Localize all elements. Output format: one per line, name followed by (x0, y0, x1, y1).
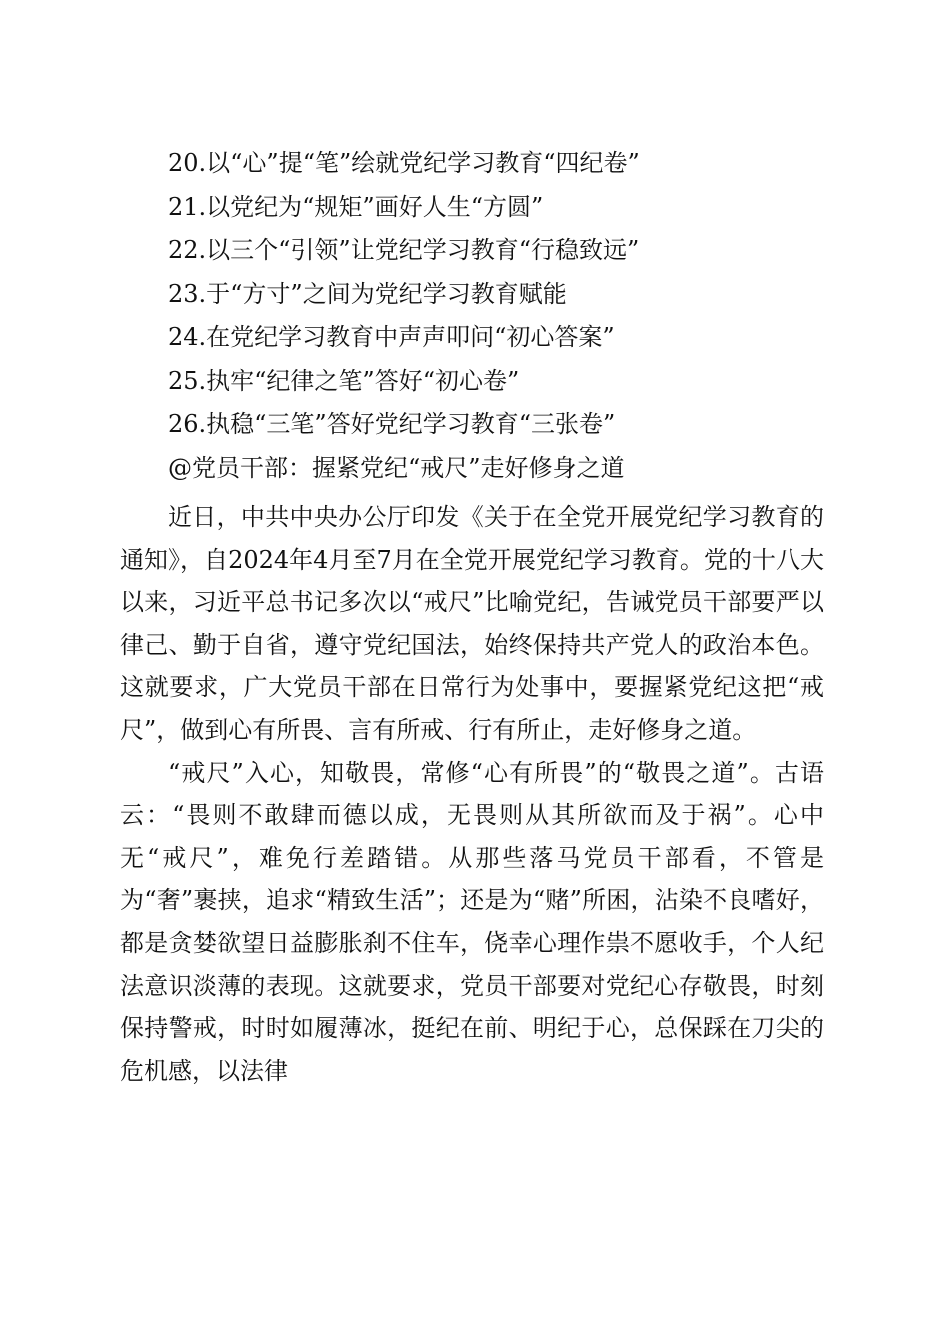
list-item: 24.在党纪学习教育中声声叩问“初心答案” (168, 323, 615, 351)
list-item: 22.以三个“引领”让党纪学习教育“行稳致远” (168, 236, 640, 264)
list-item: 21.以党纪为“规矩”画好人生“方圆” (168, 192, 544, 221)
article-heading: @党员干部：握紧党纪“戒尺”走好修身之道 (168, 453, 625, 482)
list-item: 26.执稳“三笔”答好党纪学习教育“三张卷” (168, 410, 616, 438)
paragraph: 近日，中共中央办公厅印发《关于在全党开展党纪学习教育的通知》，自2024年4月至7月在全党开展党纪学习教育。党的十八大以来，习近平总书记多次以“戒尺”比喻党纪，告诫党员干部要严以律己、勤于自省，遵守党纪国法，始终保持共产党人的政治本色。这就要求，广大党员干部在日常行为处事中，要握紧党纪这把“戒尺”，做到心有所畏、言有所戒、行有所止，走好修身之道。 (120, 503, 824, 744)
paragraph: “戒尺”入心，知敬畏，常修“心有所畏”的“敬畏之道”。古语云：“畏则不敢肆而德以成，无畏则从其所欲而及于祸”。心中无“戒尺”，难免行差踏错。从那些落马党员干部看，不管是为“奢”裹挟，追求“精致生活”；还是为“赌”所困，沾染不良嗜好，都是贪婪欲望日益膨胀刹不住车，侥幸心理作祟不愿收手，个人纪法意识淡薄的表现。这就要求，党员干部要对党纪心存敬畏，时刻保持警戒，时时如履薄冰，挺纪在前、明纪于心，总保踩在刀尖的危机感，以法律 (120, 758, 824, 1085)
list-item: 23.于“方寸”之间为党纪学习教育赋能 (168, 279, 567, 308)
article-body (120, 496, 824, 1092)
list-item: 20.以“心”提“笔”绘就党纪学习教育“四纪卷” (168, 149, 640, 177)
title-list (168, 142, 868, 490)
list-item: 25.执牢“纪律之笔”答好“初心卷” (168, 366, 520, 395)
